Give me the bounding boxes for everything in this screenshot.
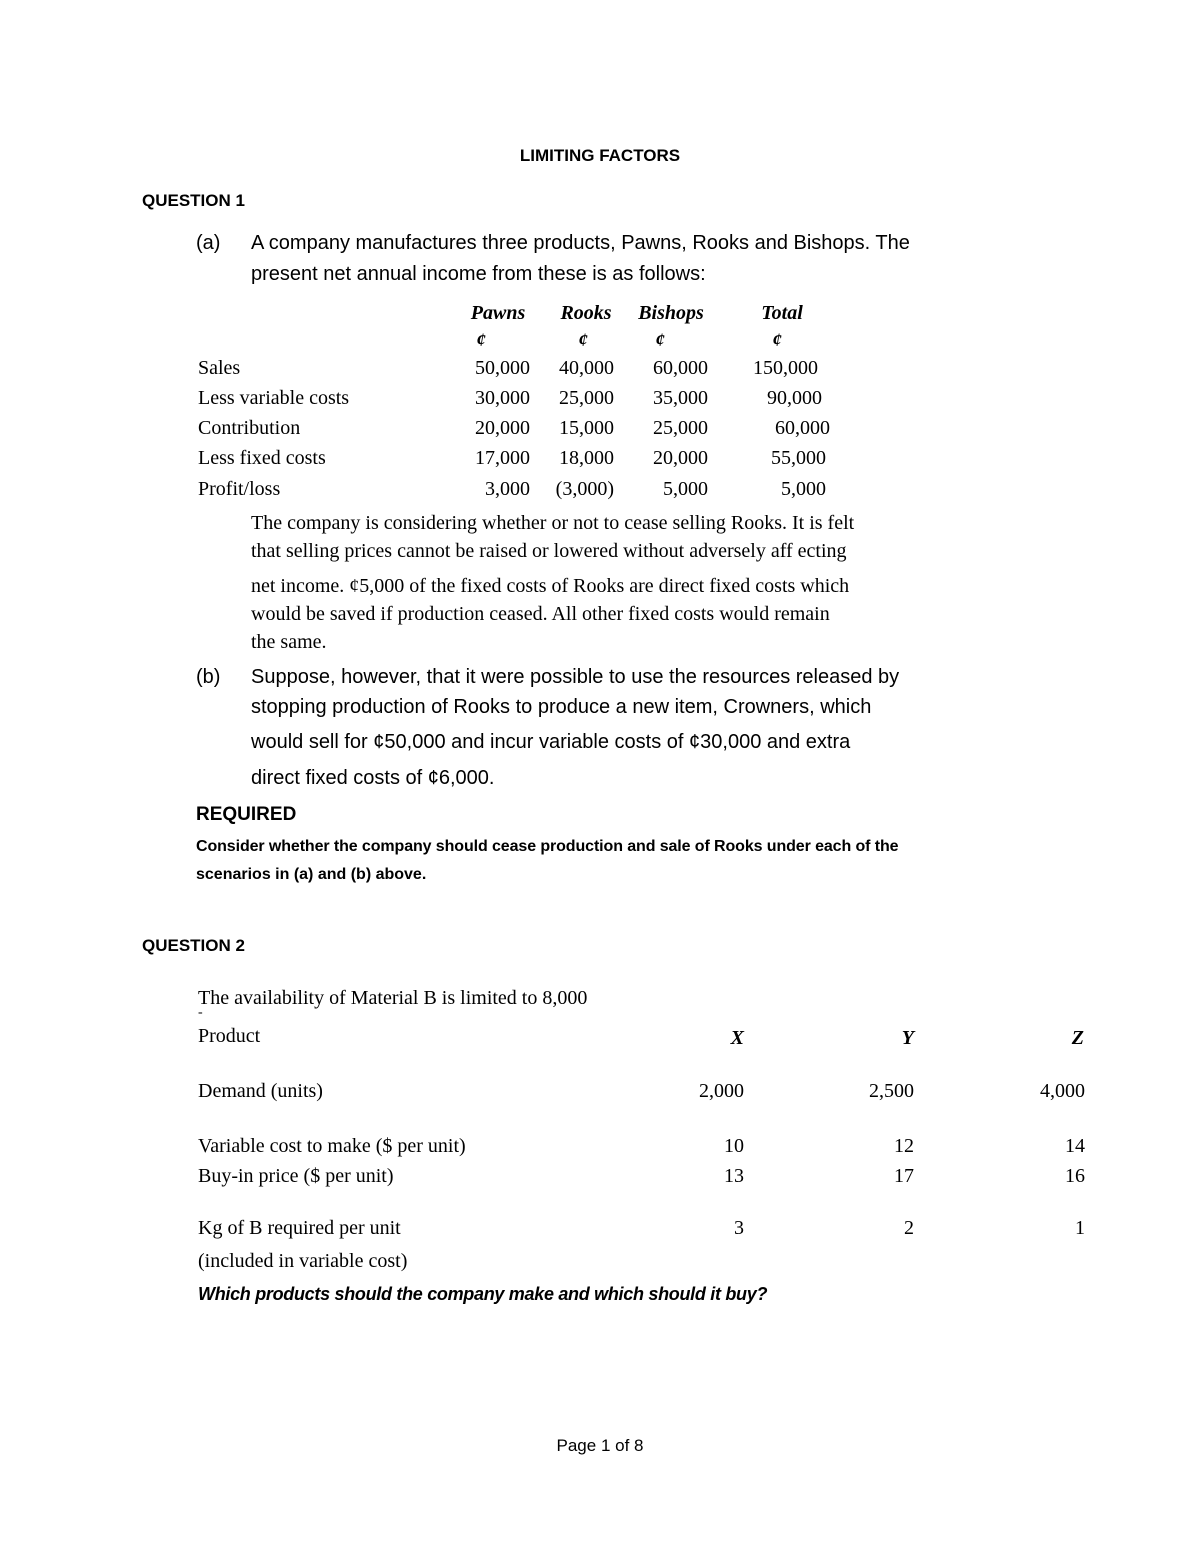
- table-cell: 20,000: [653, 447, 708, 469]
- table-cell: 10: [724, 1135, 744, 1157]
- part-b-line-3: would sell for ¢50,000 and incur variable costs of ¢30,000 and extra: [251, 731, 851, 753]
- part-b-label: (b): [196, 666, 221, 688]
- paragraph-line: The company is considering whether or not to cease selling Rooks. It is felt: [251, 512, 855, 534]
- table-cell: 25,000: [559, 387, 614, 409]
- row-label-demand: Demand (units): [198, 1080, 323, 1102]
- table-cell: 3,000: [485, 478, 530, 500]
- table-cell: 3: [734, 1217, 744, 1239]
- table-cell: 17: [894, 1165, 914, 1187]
- row-label-buy-in-price: Buy-in price ($ per unit): [198, 1165, 394, 1187]
- table-cell: 25,000: [653, 417, 708, 439]
- table-cell: 30,000: [475, 387, 530, 409]
- page-number: Page 1 of 8: [556, 1436, 644, 1455]
- col-header-total: Total: [761, 302, 803, 324]
- table-cell: 15,000: [559, 417, 614, 439]
- currency-symbol: ¢: [772, 330, 782, 351]
- paragraph-line: that selling prices cannot be raised or lowered without adversely aff ecting: [251, 540, 847, 562]
- row-label-variable-cost: Variable cost to make ($ per unit): [198, 1135, 466, 1157]
- table-cell: 35,000: [653, 387, 708, 409]
- included-note: (included in variable cost): [198, 1250, 408, 1272]
- table-cell: 2,000: [699, 1080, 744, 1102]
- table-cell: 4,000: [1040, 1080, 1085, 1102]
- row-label-profit-loss: Profit/loss: [198, 478, 281, 500]
- table-cell: (3,000): [555, 478, 614, 500]
- table-cell: 13: [724, 1165, 744, 1187]
- paragraph-line: the same.: [251, 631, 327, 653]
- q2-intro: The availability of Material B is limited to 8,000: [198, 987, 588, 1009]
- row-label-fixed-costs: Less fixed costs: [198, 447, 326, 469]
- table-cell: 50,000: [475, 357, 530, 379]
- table-cell: 20,000: [475, 417, 530, 439]
- row-label-contribution: Contribution: [198, 417, 301, 439]
- table-cell: 55,000: [771, 447, 826, 469]
- q2-question: Which products should the company make and which should it buy?: [198, 1284, 768, 1304]
- table-cell: 17,000: [475, 447, 530, 469]
- currency-symbol: ¢: [655, 330, 665, 351]
- col-header-x: X: [730, 1027, 744, 1049]
- part-a-line-2: present net annual income from these is as follows:: [251, 263, 706, 285]
- page-title: LIMITING FACTORS: [519, 146, 681, 165]
- table-cell: 1: [1075, 1217, 1085, 1239]
- col-header-pawns: Pawns: [470, 302, 526, 324]
- table-cell: 16: [1065, 1165, 1085, 1187]
- table-cell: 40,000: [559, 357, 614, 379]
- table-cell: 60,000: [653, 357, 708, 379]
- table-cell: 5,000: [663, 478, 708, 500]
- table-cell: 12: [894, 1135, 914, 1157]
- table-cell: 14: [1065, 1135, 1085, 1157]
- required-line-2: scenarios in (a) and (b) above.: [196, 866, 427, 883]
- col-header-rooks: Rooks: [560, 302, 612, 324]
- paragraph-line: net income. ¢5,000 of the fixed costs of Rooks are direct fixed costs which: [251, 575, 850, 597]
- row-label-sales: Sales: [198, 357, 241, 379]
- col-header-bishops: Bishops: [638, 302, 704, 324]
- table-cell: 90,000: [767, 387, 822, 409]
- currency-symbol: ¢: [476, 330, 486, 351]
- col-header-z: Z: [1071, 1027, 1084, 1049]
- required-line-1: Consider whether the company should cease production and sale of Rooks under each of the: [196, 838, 899, 855]
- table-cell: 2: [904, 1217, 914, 1239]
- part-b-line-1: Suppose, however, that it were possible to use the resources released by: [251, 666, 900, 688]
- question-1-heading: QUESTION 1: [142, 191, 245, 210]
- table-cell: 5,000: [781, 478, 826, 500]
- part-a-line-1: A company manufactures three products, Pawns, Rooks and Bishops. The: [251, 232, 910, 254]
- q2-dash: -: [198, 1005, 203, 1020]
- paragraph-line: would be saved if production ceased. All other fixed costs would remain: [251, 603, 830, 625]
- currency-symbol: ¢: [578, 330, 588, 351]
- question-2-heading: QUESTION 2: [142, 936, 245, 955]
- required-heading: REQUIRED: [196, 804, 297, 825]
- row-label-product: Product: [198, 1025, 261, 1047]
- part-b-line-4: direct fixed costs of ¢6,000.: [251, 767, 495, 789]
- row-label-variable-costs: Less variable costs: [198, 387, 350, 409]
- table-cell: 18,000: [559, 447, 614, 469]
- table-cell: 2,500: [869, 1080, 914, 1102]
- col-header-y: Y: [901, 1027, 914, 1049]
- table-cell: 60,000: [775, 417, 830, 439]
- part-a-label: (a): [196, 232, 221, 254]
- row-label-kg-required: Kg of B required per unit: [198, 1217, 401, 1239]
- part-b-line-2: stopping production of Rooks to produce a new item, Crowners, which: [251, 696, 872, 718]
- table-cell: 150,000: [753, 357, 818, 379]
